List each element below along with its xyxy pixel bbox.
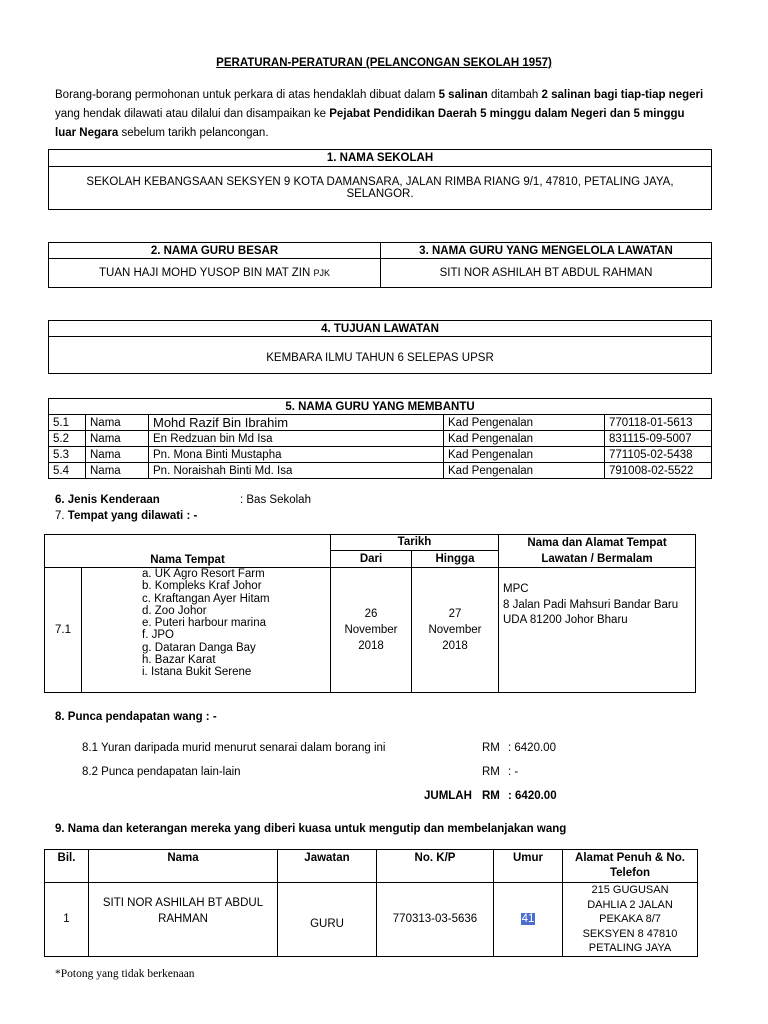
section-1-header: 1. NAMA SEKOLAH [49,150,712,167]
address-line: MPC [503,583,529,595]
from-date [331,568,412,693]
id-header: No. K/P [377,850,494,883]
date-header: Tarikh [331,535,499,551]
place-item: b. Kompleks Kraf Johor [142,580,262,593]
income-other-label: 8.2 Punca pendapatan lain-lain [82,766,241,778]
id-number: 771105-02-5438 [605,447,712,463]
income-fees-label: 8.1 Yuran daripada murid menurut senarai dalam borang ini [82,742,386,754]
position-header: Jawatan [278,850,377,883]
row-label: Nama [86,415,149,431]
authorized-label: 9. Nama dan keterangan mereka yang diberi kuasa untuk mengutip dan membelanjakan wang [55,823,567,835]
lodging-address [499,568,696,693]
vehicle-label: 6. Jenis Kenderaan [55,494,160,506]
row-number: 5.2 [49,431,86,447]
bil-header: Bil. [45,850,89,883]
footnote: *Potong yang tidak berkenaan [55,968,195,980]
row-label: Nama [86,431,149,447]
id-label: Kad Pengenalan [444,447,605,463]
section-4-table [48,320,712,374]
id-label: Kad Pengenalan [444,431,605,447]
intro-bold-1: 5 salinan [438,89,488,101]
place-item: d. Zoo Johor [142,604,207,617]
total-label: JUMLAH [424,790,472,802]
id-label: Kad Pengenalan [444,415,605,431]
income-fees-value: : 6420.00 [508,742,556,754]
section-9-table [44,849,698,957]
authorized-position: GURU [278,883,377,957]
to-date [412,568,499,693]
authorized-age: 41 [521,913,535,926]
place-item: h. Bazar Karat [142,654,216,667]
row-number: 5.1 [49,415,86,431]
name-header: Nama [89,850,278,883]
address-line: UDA 81200 Johor Bharu [503,614,628,626]
organiser-name: SITI NOR ASHILAH BT ABDUL RAHMAN [381,259,712,288]
place-item: e. Puteri harbour marina [142,617,267,630]
visit-purpose: KEMBARA ILMU TAHUN 6 SELEPAS UPSR [49,337,712,374]
section-4-header: 4. TUJUAN LAWATAN [49,321,712,337]
school-name: SEKOLAH KEBANGSAAN SEKSYEN 9 KOTA DAMANSARA, JALAN RIMBA RIANG 9/1, 47810, PETALING JAYA, SELANGOR. [49,167,712,210]
places-label-text: Tempat yang dilawati : - [67,510,198,522]
to-day: 27 [448,608,462,620]
place-item: g. Dataran Danga Bay [142,641,256,654]
address-line: 8 Jalan Padi Mahsuri Bandar Baru [503,598,679,611]
assistant-row [49,415,712,431]
section-2-header: 2. NAMA GURU BESAR [49,243,381,259]
from-header: Dari [331,550,412,567]
intro-text-2: ditambah [487,89,542,101]
row-number: 5.4 [49,463,86,479]
id-number: 770118-01-5613 [605,415,712,431]
intro-text-4: sebelum tarikh pelancongan. [118,127,269,139]
intro-text-1: Borang-borang permohonan untuk perkara di atas hendaklah dibuat dalam [55,89,439,101]
authorized-address: 215 GUGUSAN DAHLIA 2 JALAN PEKAKA 8/7 SEKSYEN 8 47810 PETALING JAYA [563,883,698,957]
section-2-3-table [48,242,712,288]
section-3-header: 3. NAMA GURU YANG MENGELOLA LAWATAN [381,243,712,259]
teacher-name: Pn. Mona Binti Mustapha [149,447,444,463]
headmaster-title: PJK [313,268,330,278]
to-year: 2018 [442,640,468,652]
headmaster-name: TUAN HAJI MOHD YUSOP BIN MAT ZIN [98,267,311,279]
authorized-name: SITI NOR ASHILAH BT ABDUL RAHMAN [89,883,278,957]
section-1-table [48,149,712,210]
id-number: 791008-02-5522 [605,463,712,479]
intro-text-3: yang hendak dilawati atau dilalui dan disampaikan ke [55,108,330,120]
address-header: Nama dan Alamat Tempat Lawatan / Bermalam [499,535,696,568]
row-number: 5.3 [49,447,86,463]
income-other-value: : - [508,766,519,778]
address-header: Alamat Penuh & No. Telefon [563,850,698,883]
place-item: c. Kraftangan Ayer Hitam [142,592,270,605]
vehicle-value: : Bas Sekolah [240,494,311,506]
assistant-row [49,463,712,479]
row-number: 7.1 [45,568,82,693]
id-label: Kad Pengenalan [444,463,605,479]
place-item: i. Istana Bukit Serene [142,666,252,679]
place-item: a. UK Agro Resort Farm [142,568,265,580]
income-fees-currency: RM [482,742,500,754]
income-other-currency: RM [482,766,500,778]
places-label [55,510,197,522]
id-number: 831115-09-5007 [605,431,712,447]
intro-paragraph [55,86,707,143]
places-label-prefix: 7. [55,510,68,522]
total-value: : 6420.00 [508,790,557,802]
authorized-id: 770313-03-5636 [377,883,494,957]
intro-bold-3: Pejabat Pendidikan Daerah 5 minggu dalam Negeri dan 5 minggu luar Negara [55,108,685,139]
row-label: Nama [86,447,149,463]
bil-value: 1 [45,883,89,957]
row-label: Nama [86,463,149,479]
from-month: November [344,624,398,636]
teacher-name: Mohd Razif Bin Ibrahim [149,415,444,431]
assistant-row [49,431,712,447]
age-cell [494,883,563,957]
intro-bold-2: 2 salinan bagi tiap-tiap negeri [541,89,704,101]
headmaster-cell [49,259,381,288]
teacher-name: En Redzuan bin Md Isa [149,431,444,447]
income-label: 8. Punca pendapatan wang : - [55,711,217,723]
places-header: Nama Tempat [45,535,331,568]
total-currency: RM [482,790,500,802]
from-year: 2018 [358,640,384,652]
from-day: 26 [364,608,378,620]
document-title: PERATURAN-PERATURAN (PELANCONGAN SEKOLAH 1957) [216,57,552,69]
section-7-table [44,534,696,693]
to-month: November [428,624,482,636]
section-5-header: 5. NAMA GURU YANG MEMBANTU [49,399,712,415]
teacher-name: Pn. Noraishah Binti Md. Isa [149,463,444,479]
assistant-row [49,447,712,463]
section-5-table [48,398,712,479]
place-item: f. JPO [142,629,174,642]
places-list [82,568,331,693]
age-header: Umur [494,850,563,883]
to-header: Hingga [412,550,499,567]
